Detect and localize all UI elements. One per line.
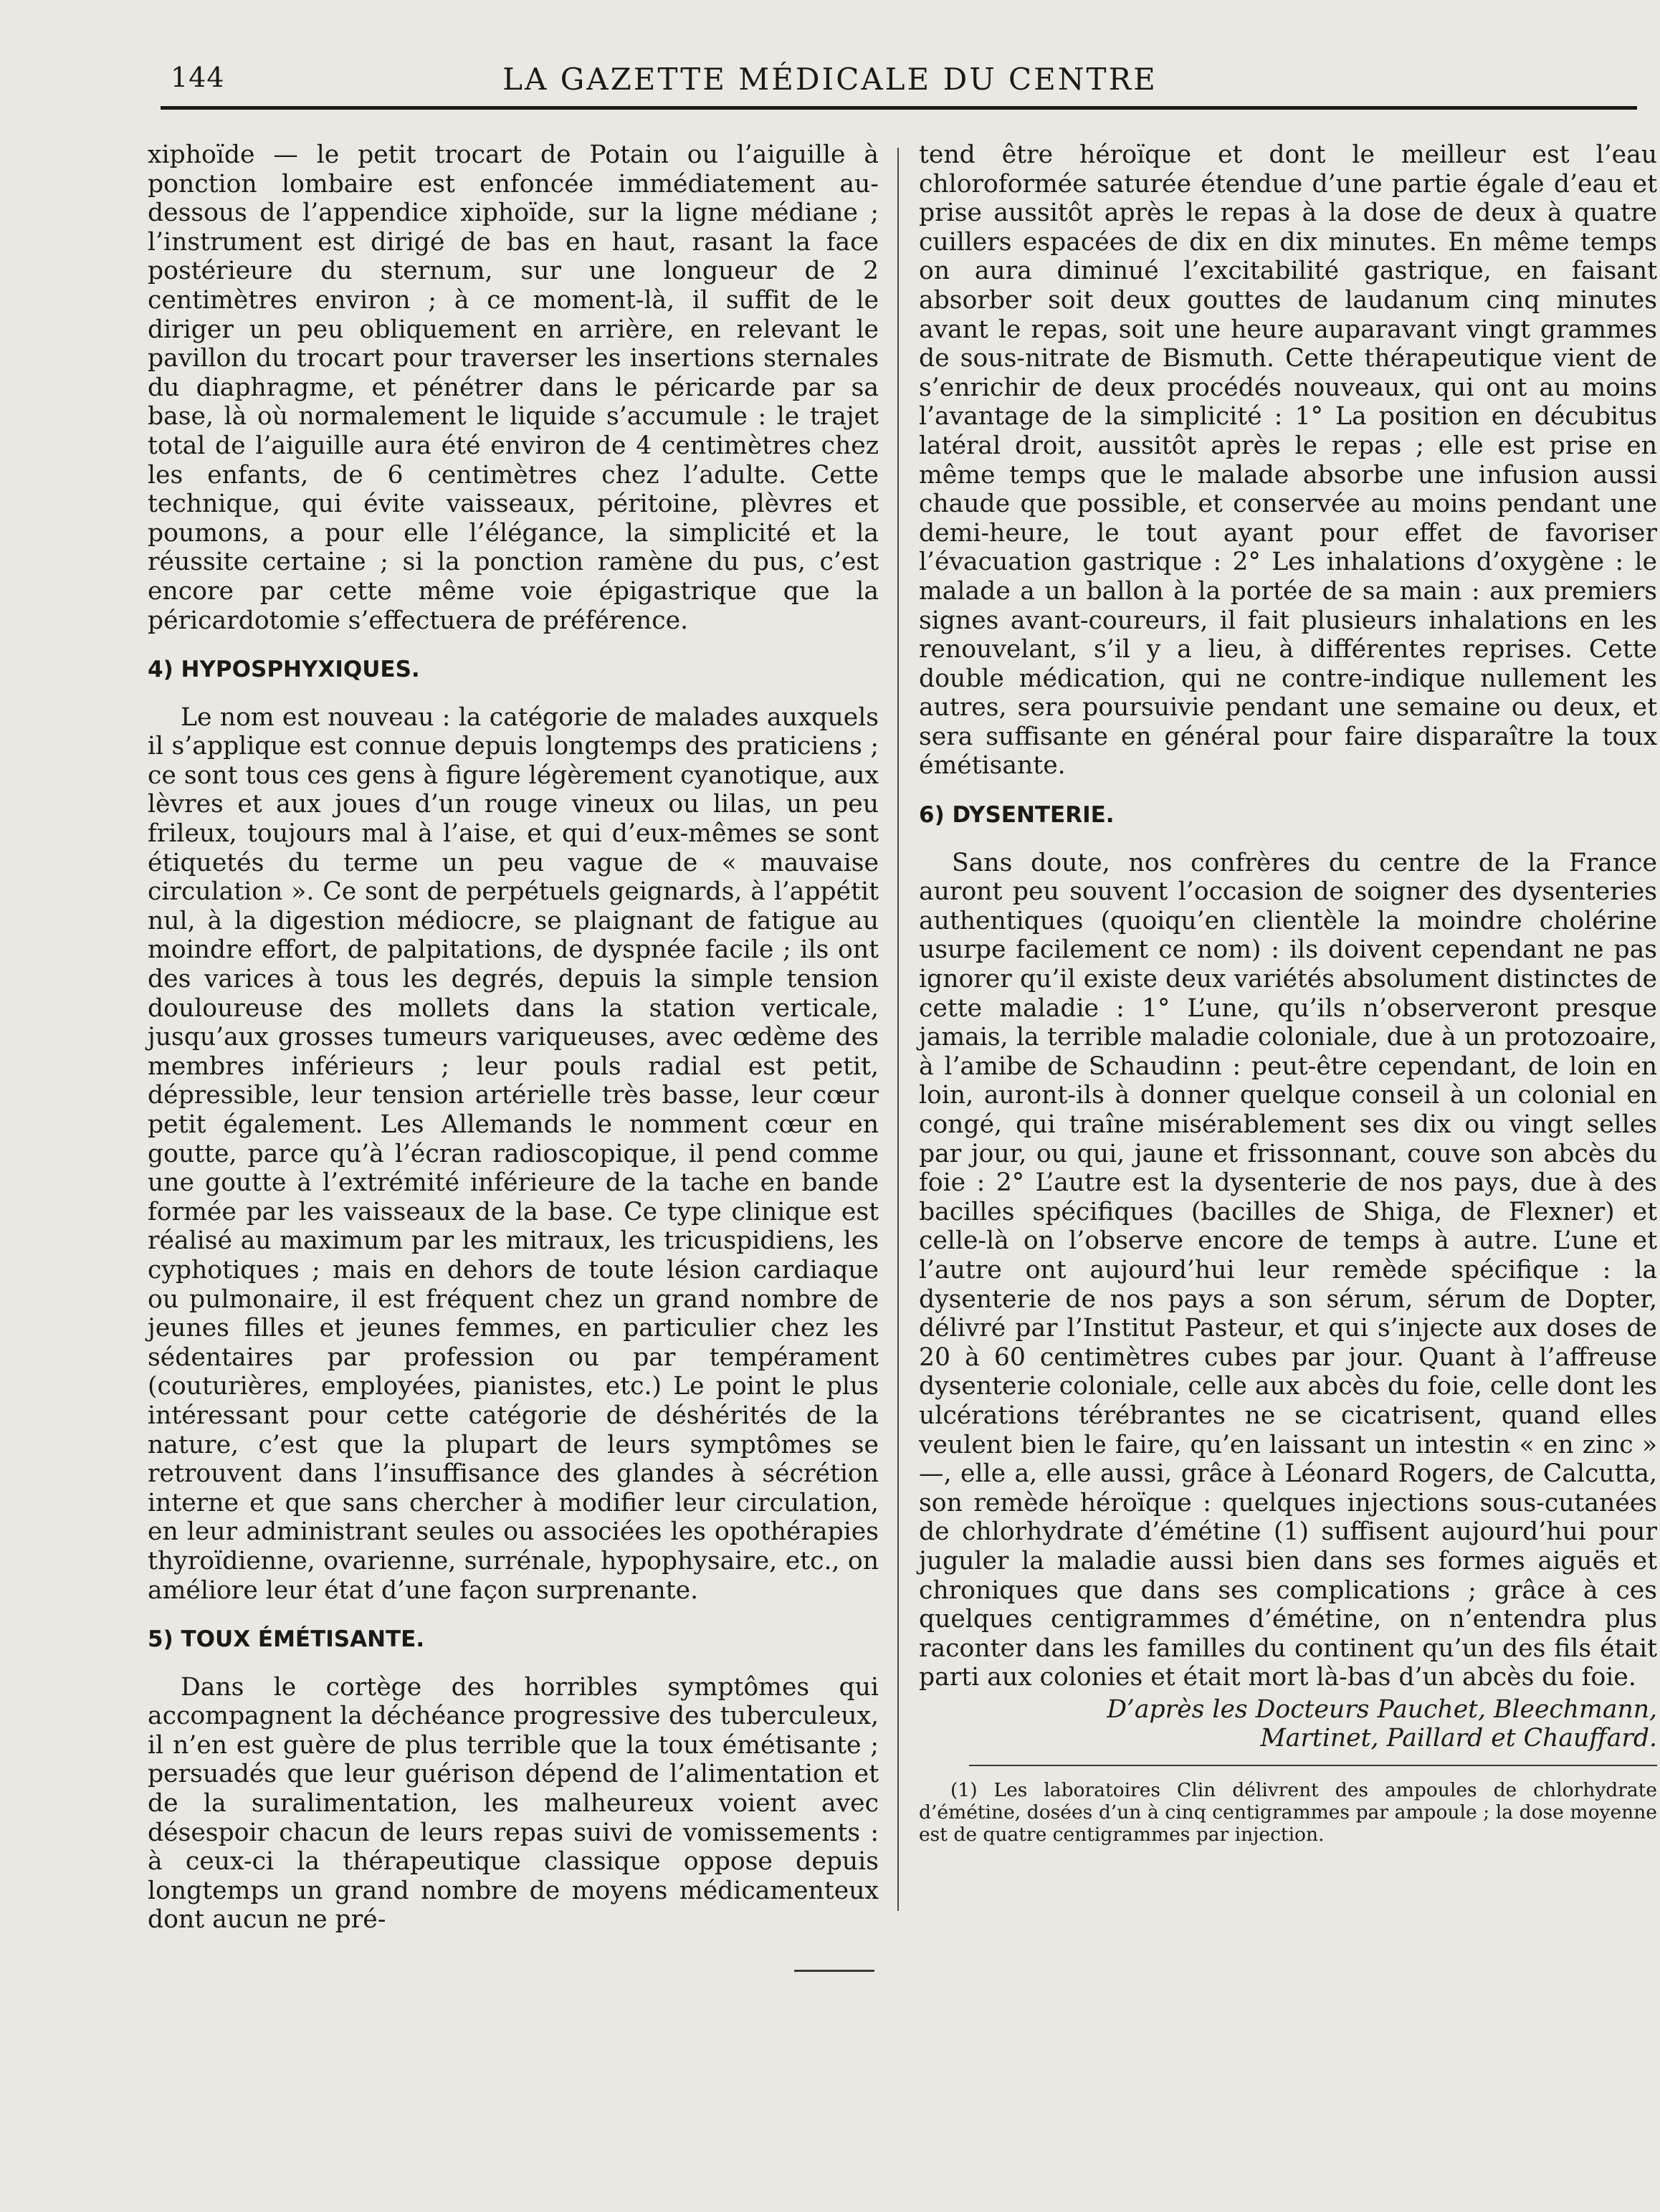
footnote: (1) Les laboratoires Clin délivrent des ampoules de chlorhydrate d’émétine, dosées d’un à cinq centigrammes par ampoule ; la dose moyenne est de quatre centigrammes par injection.	[919, 1779, 1657, 1846]
header-rule	[161, 106, 1637, 110]
right-column	[919, 140, 1657, 1846]
paragraph-hyposphyxiques: Le nom est nouveau : la catégorie de malades auxquels il s’applique est connue depuis longtemps des praticiens ; ce sont tous ces gens à figure légèrement cyanotique, aux lèvres et aux joues d’un rouge vineux ou lilas, un peu frileux, toujours mal à l’aise, et qui d’eux-mêmes se sont étiquetés du terme un peu vague de « mauvaise circulation ». Ce sont de perpétuels geignards, à l’appétit nul, à la digestion médiocre, se plaignant de fatigue au moindre effort, de palpitations, de dyspnée facile ; ils ont des varices à tous les degrés, depuis la simple tension douloureuse des mollets dans la station verticale, jusqu’aux grosses tumeurs variqueuses, avec œdème des membres inférieurs ; leur pouls radial est petit, dépressible, leur tension artérielle très basse, leur cœur petit également. Les Allemands le nomment cœur en goutte, parce qu’à l’écran radioscopique, il pend comme une goutte à l’extrémité inférieure de la tache en bande formée par les vaisseaux de la base. Ce type clinique est réalisé au maximum par les mitraux, les tricuspidiens, les cyphotiques ; mais en dehors de toute lésion cardiaque ou pulmonaire, il est fréquent chez un grand nombre de jeunes filles et jeunes femmes, en particulier chez les sédentaires par profession ou par tempérament (couturières, employées, pianistes, etc.) Le point le plus intéressant pour cette catégorie de déshérités de la nature, c’est que la plupart de leurs symptômes se retrouvent dans l’insuffisance des glandes à sécrétion interne et que sans chercher à modifier leur circulation, en leur administrant seules ou associées les opothérapies thyroïdienne, ovarienne, surrénale, hypophysaire, etc., on améliore leur état d’une façon surprenante.	[148, 702, 879, 1605]
paragraph-xiphoid-puncture: xiphoïde — le petit trocart de Potain ou l’aiguille à ponction lombaire est enfoncée immédiatement au-dessous de l’appendice xiphoïde, sur la ligne médiane ; l’instrument est dirigé de bas en haut, rasant la face postérieure du sternum, sur une longueur de 2 centimètres environ ; à ce moment-là, il suffit de le diriger un peu obliquement en arrière, en relevant le pavillon du trocart pour traverser les insertions sternales du diaphragme, et pénétrer dans le péricarde par sa base, là où normalement le liquide s’accumule : le trajet total de l’aiguille aura été environ de 4 centimètres chez les enfants, de 6 centimètres chez l’adulte. Cette technique, qui évite vaisseaux, péritoine, plèvres et poumons, a pour elle l’élégance, la simplicité et la réussite certaine ; si la ponction ramène du pus, c’est encore par cette même voie épigastrique que la péricardotomie s’effectuera de préférence.	[148, 140, 879, 635]
page-number: 144	[171, 62, 225, 93]
section-heading-dysenterie: 6) DYSENTERIE.	[919, 802, 1115, 829]
left-column	[148, 140, 879, 1935]
signature-line-2: Martinet, Paillard et Chauffard.	[1260, 1724, 1657, 1753]
paragraph-dysenterie: Sans doute, nos confrères du centre de la France auront peu souvent l’occasion de soigner des dysenteries authentiques (quoiqu’en clientèle la moindre cholérine usurpe facilement ce nom) : ils doivent cependant ne pas ignorer qu’il existe deux variétés absolument distinctes de cette maladie : 1° L’une, qu’ils n’observeront presque jamais, la terrible maladie coloniale, due à un protozoaire, à l’amibe de Schaudinn : peut-être cependant, de loin en loin, auront-ils à donner quelque conseil à un colonial en congé, qui traîne misérablement ses dix ou vingt selles par jour, ou qui, jaune et frissonnant, couve son abcès du foie : 2° L’autre est la dysenterie de nos pays, due à des bacilles spécifiques (bacilles de Shiga, de Flexner) et celle-là on l’observe encore de temps à autre. L’une et l’autre ont aujourd’hui leur remède spécifique : la dysenterie de nos pays a son sérum, sérum de Dopter, délivré par l’Institut Pasteur, et qui s’injecte aux doses de 20 à 60 centimètres cubes par jour. Quant à l’affreuse dysenterie coloniale, celle aux abcès du foie, celle dont les ulcérations térébrantes ne se cicatrisent, quand elles veulent bien le faire, qu’en laissant un intestin « en zinc » —, elle a, elle aussi, grâce à Léonard Rogers, de Calcutta, son remède héroïque : quelques injections sous-cutanées de chlorhydrate d’émétine (1) suffisent aujourd’hui pour juguler la maladie aussi bien dans ses formes aiguës et chroniques que dans ses complications ; grâce à ces quelques centigrammes d’émétine, on n’entendra plus raconter dans les familles du continent qu’un des fils était parti aux colonies et était mort là-bas d’un abcès du foie.	[919, 848, 1657, 1692]
journal-title: LA GAZETTE MÉDICALE DU CENTRE	[502, 62, 1158, 97]
paragraph-toux-continued: tend être héroïque et dont le meilleur est l’eau chloroformée saturée étendue d’une partie égale d’eau et prise aussitôt après le repas à la dose de deux à quatre cuillers espacées de dix en dix minutes. En même temps on aura diminué l’excitabilité gastrique, en faisant absorber soit deux gouttes de laudanum cinq minutes avant le repas, soit une heure auparavant vingt grammes de sous-nitrate de Bismuth. Cette thérapeutique vient de s’enrichir de deux procédés nouveaux, qui ont au moins l’avantage de la simplicité : 1° La position en décubitus latéral droit, aussitôt après le repas ; elle est prise en même temps que le malade absorbe une infusion aussi chaude que possible, et conservée au moins pendant une demi-heure, le tout ayant pour effet de favoriser l’évacuation gastrique : 2° Les inhalations d’oxygène : le malade a un ballon à la portée de sa main : aux premiers signes avant-coureurs, il fait plusieurs inhalations en les renouvelant, s’il y a lieu, à différentes reprises. Cette double médication, qui ne contre-indique nullement les autres, sera poursuivie pendant une semaine ou deux, et sera suffisante en général pour faire disparaître la toux émétisante.	[919, 140, 1657, 781]
end-rule	[794, 1970, 874, 1972]
footnote-rule	[969, 1765, 1657, 1766]
column-divider	[897, 148, 899, 1911]
page-header	[0, 0, 1660, 115]
section-heading-hyposphyxiques: 4) HYPOSPHYXIQUES.	[148, 657, 420, 683]
paragraph-toux-emetisante: Dans le cortège des horribles symptômes qui accompagnent la déchéance progressive des tuberculeux, il n’en est guère de plus terrible que la toux émétisante ; persuadés que leur guérison dépend de l’alimentation et de la suralimentation, les malheureux voient avec désespoir chacun de leurs repas suivi de vomissements : à ceux-ci la thérapeutique classique oppose depuis longtemps un grand nombre de moyens médicamenteux dont aucun ne pré-	[148, 1672, 879, 1935]
signature-line-1: D’après les Docteurs Pauchet, Bleechmann,	[1107, 1694, 1657, 1724]
author-signature	[919, 1695, 1657, 1753]
section-heading-toux-emetisante: 5) TOUX ÉMÉTISANTE.	[148, 1626, 425, 1653]
